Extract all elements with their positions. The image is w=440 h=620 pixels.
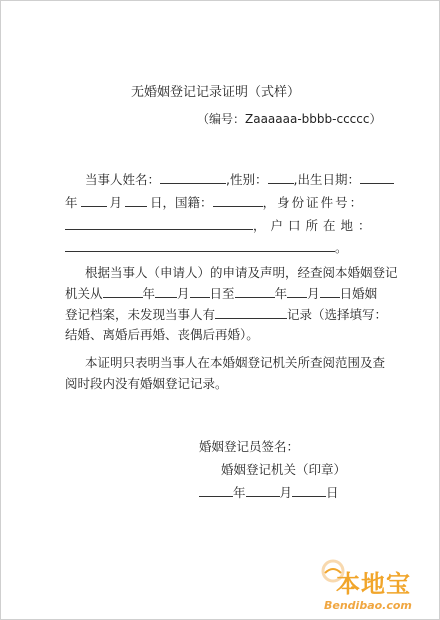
from-year-blank — [103, 285, 143, 298]
to-year-label: 年 — [274, 286, 288, 301]
party-info-line-2 — [65, 194, 364, 211]
from-month-blank — [155, 285, 177, 298]
para1-to-label: 日至 — [209, 286, 235, 301]
issue-month-label: 月 — [279, 485, 293, 500]
issue-day-blank — [292, 484, 326, 497]
party-info-line-4 — [65, 239, 348, 256]
party-name-blank — [160, 171, 226, 184]
gender-blank — [268, 171, 294, 184]
para2-line-2: 阅时段内没有婚姻登记记录。 — [65, 376, 228, 391]
issue-year-label: 年 — [233, 485, 246, 500]
record-type-blank — [215, 306, 287, 319]
para2-line-1: 本证明只表明当事人在本婚姻登记机关所查阅范围及查 — [85, 355, 386, 370]
registrar-signature-label: 婚姻登记员签名： — [199, 439, 300, 454]
para1-line-2 — [65, 285, 377, 302]
from-day-blank — [190, 285, 210, 298]
birth-month-label: 月 — [109, 195, 123, 210]
party-info-line-1 — [85, 171, 394, 188]
household-blank — [65, 239, 335, 252]
issue-date-line — [199, 484, 339, 501]
document-serial: （编号：Zaaaaaa-bbbb-ccccc） — [197, 112, 382, 126]
gender-label: ,性别： — [226, 172, 268, 187]
birth-day-blank — [125, 194, 147, 207]
watermark-brand: 本地宝 — [336, 570, 411, 598]
to-day-blank — [320, 285, 340, 298]
birthdate-blank — [360, 171, 394, 184]
to-month-label: 月 — [307, 286, 320, 301]
birth-year-label: 年 — [65, 195, 78, 210]
to-year-blank — [235, 285, 275, 298]
watermark-url: Bendibao.com — [324, 599, 412, 612]
para1-line-3b: 记录（选择填写： — [287, 307, 388, 322]
authority-seal-label: 婚姻登记机关（印章） — [221, 462, 347, 477]
party-name-label: 当事人姓名： — [85, 172, 161, 187]
nationality-blank — [213, 194, 263, 207]
para1-line-3a: 登记档案，未发现当事人有 — [65, 307, 216, 322]
issue-month-blank — [246, 484, 280, 497]
household-label: ，户口所在地： — [253, 218, 376, 233]
line-end-period: 。 — [335, 240, 348, 255]
to-month-blank — [287, 285, 307, 298]
birth-month-blank — [81, 194, 107, 207]
birthdate-label: ,出生日期： — [293, 172, 360, 187]
from-year-label: 年 — [142, 286, 156, 301]
para1-archive-label: 日婚姻 — [339, 286, 378, 301]
issue-year-blank — [199, 484, 233, 497]
para1-line-3 — [65, 306, 387, 323]
para1-line-4: 结婚、离婚后再婚、丧偶后再婚）。 — [65, 327, 259, 342]
nationality-label: ，国籍： — [162, 195, 213, 210]
issue-day-label: 日 — [326, 485, 339, 500]
document-title: 无婚姻登记记录证明（式样） — [131, 85, 301, 100]
from-month-label: 月 — [177, 286, 190, 301]
para1-line-1: 根据当事人（申请人）的申请及声明，经查阅本婚姻登记 — [85, 265, 398, 280]
birth-day-label: 日 — [150, 195, 163, 210]
party-info-line-3 — [65, 217, 376, 234]
id-label: ，身份证件号： — [262, 195, 365, 210]
para1-from-label: 机关从 — [65, 286, 103, 301]
id-number-blank — [65, 217, 253, 230]
